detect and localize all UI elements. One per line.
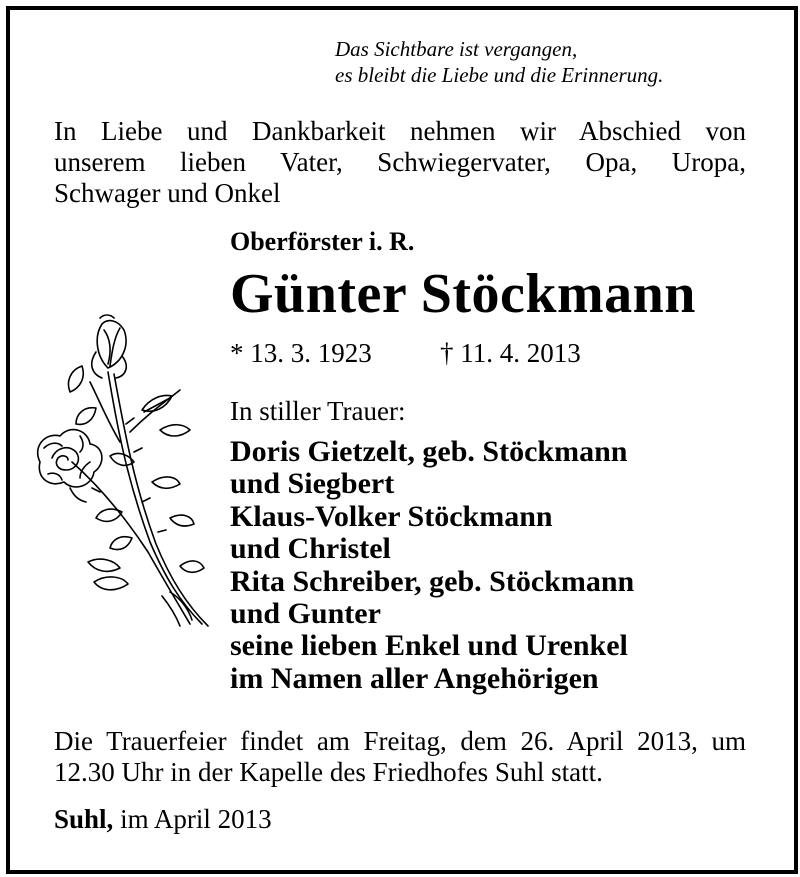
quote-line-1: Das Sichtbare ist vergangen, <box>335 37 578 61</box>
mourner-line: im Namen aller Angehörigen <box>230 661 599 695</box>
mourner-line: und Gunter <box>230 597 381 631</box>
birth-date: * 13. 3. 1923 <box>230 338 372 368</box>
rose-drawing-icon <box>30 312 220 632</box>
intro-line-3: Schwager und Onkel <box>54 178 281 208</box>
mourner-line: seine lieben Enkel und Urenkel <box>230 629 628 663</box>
ceremony-line-1: Die Trauerfeier findet am Freitag, dem 26. April 2013, um <box>54 726 746 756</box>
closing-date: im April 2013 <box>120 804 272 834</box>
death-date: † 11. 4. 2013 <box>440 338 581 368</box>
mourner-line: Klaus-Volker Stöckmann <box>230 499 553 533</box>
closing-place: Suhl, <box>54 804 114 834</box>
ceremony-text <box>54 726 746 788</box>
intro-line-1: In Liebe und Dankbarkeit nehmen wir Abschied von <box>54 116 746 146</box>
mourner-line: und Siegbert <box>230 467 395 501</box>
mourner-line: Doris Gietzelt, geb. Stöckmann <box>230 435 628 468</box>
mourner-line: und Christel <box>230 532 391 566</box>
mourner-line: Rita Schreiber, geb. Stöckmann <box>230 564 635 598</box>
ceremony-line-2: 12.30 Uhr in der Kapelle des Friedhofes Suhl statt. <box>54 757 603 787</box>
quote-line-2: es bleibt die Liebe und die Erinnerung. <box>335 63 664 87</box>
mourning-label: In stiller Trauer: <box>230 396 406 426</box>
intro-line-2: unserem lieben Vater, Schwiegervater, Opa, Uropa, <box>54 147 746 177</box>
deceased-name: Günter Stöckmann <box>230 263 696 325</box>
deceased-title: Oberförster i. R. <box>230 227 415 256</box>
mourners-list <box>230 436 634 695</box>
closing-line <box>54 804 272 835</box>
intro-text <box>54 116 746 209</box>
